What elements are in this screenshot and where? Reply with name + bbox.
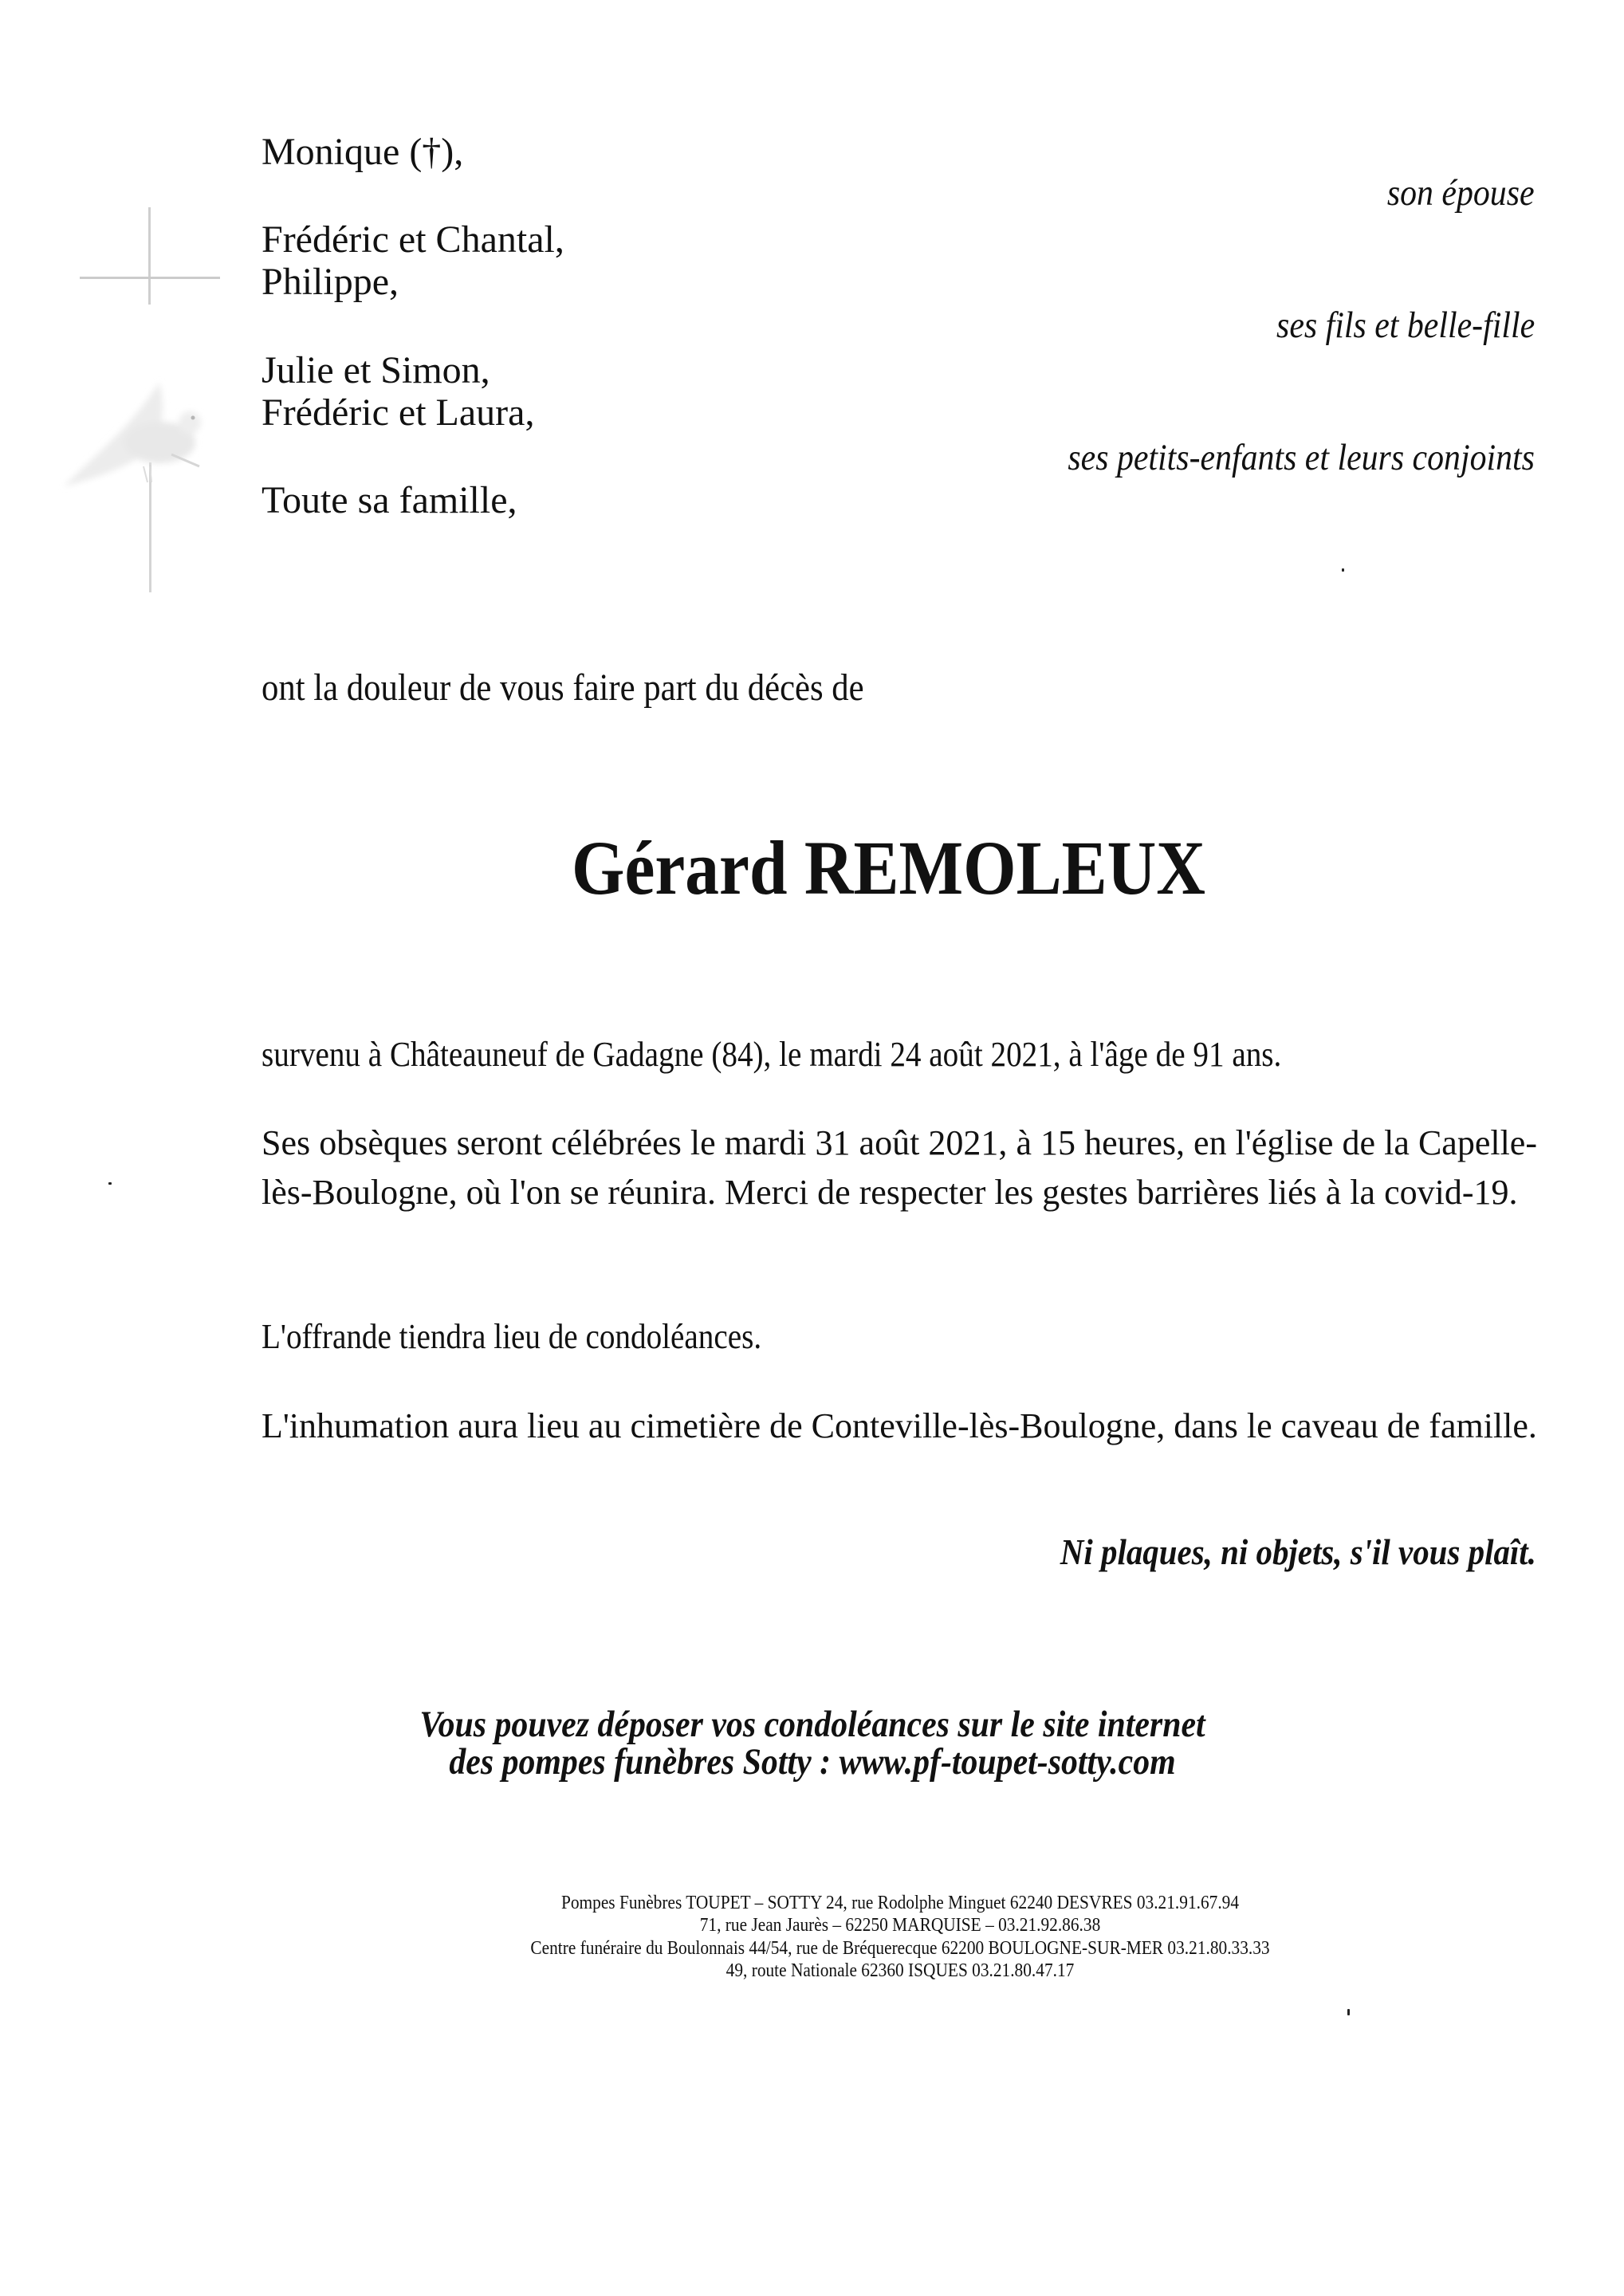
deceased-name: Gérard REMOLEUX <box>572 825 1205 910</box>
cross-icon-bar <box>80 277 220 279</box>
relation-sons: ses fils et belle-fille <box>1276 305 1535 346</box>
condolences-line-2: des pompes funèbres Sotty : www.pf-toupet-sotty.com <box>449 1741 1176 1783</box>
relation-spouse: son épouse <box>1387 172 1535 214</box>
family-name-spouse: Monique (†), <box>261 131 464 173</box>
scan-speck <box>1347 2009 1350 2015</box>
scan-speck <box>1342 568 1344 572</box>
condolences-line-1: Vous pouvez déposer vos condoléances sur le site internet <box>419 1704 1205 1745</box>
footer-address-desvres: Pompes Funèbres TOUPET – SOTTY 24, rue Rodolphe Minguet 62240 DESVRES 03.21.91.67.94 <box>560 1893 1240 1913</box>
footer-address-isques: 49, route Nationale 62360 ISQUES 03.21.80.47.17 <box>725 1960 1075 1981</box>
funeral-details: Ses obsèques seront célébrées le mardi 31 août 2021, à 15 heures, en l'église de la Capelle-lès-Boulogne, où l'on se réunira. Merci de respecter les gestes barrières liés à la covid-19. <box>261 1123 1537 1212</box>
offering-details: L'offrande tiendra lieu de condoléances. <box>261 1317 762 1356</box>
no-flowers-note: Ni plaques, ni objets, s'il vous plaît. <box>1060 1531 1536 1572</box>
family-name-all: Toute sa famille, <box>261 479 517 521</box>
death-details: survenu à Châteauneuf de Gadagne (84), le mardi 24 août 2021, à l'âge de 91 ans. <box>261 1035 1282 1074</box>
family-name-grandchild-1: Julie et Simon, <box>261 349 490 391</box>
family-name-grandchild-2: Frédéric et Laura, <box>261 391 535 434</box>
family-name-son-1: Frédéric et Chantal, <box>261 218 564 261</box>
relation-grandchildren: ses petits-enfants et leurs conjoints <box>1068 437 1535 478</box>
family-name-son-2: Philippe, <box>261 261 399 303</box>
cross-icon-upper <box>148 207 151 305</box>
footer-address-boulogne: Centre funéraire du Boulonnais 44/54, rue de Bréquerecque 62200 BOULOGNE-SUR-MER 03.21.80.33.33 <box>530 1938 1270 1959</box>
scan-speck <box>108 1182 112 1185</box>
dove-icon <box>48 367 207 502</box>
announcement-text: ont la douleur de vous faire part du décès de <box>261 666 864 709</box>
footer-address-marquise: 71, rue Jean Jaurès – 62250 MARQUISE – 03.21.92.86.38 <box>699 1915 1101 1936</box>
burial-details: L'inhumation aura lieu au cimetière de Conteville-lès-Boulogne, dans le caveau de famille. <box>261 1406 1537 1445</box>
